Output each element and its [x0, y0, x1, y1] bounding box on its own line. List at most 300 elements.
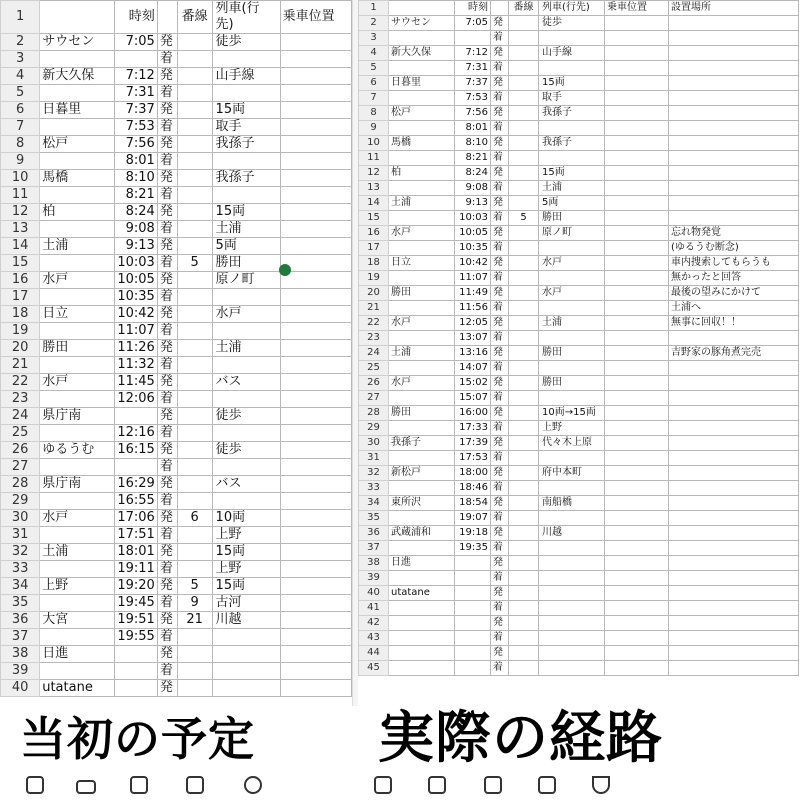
- train-cell[interactable]: 15両: [212, 544, 280, 561]
- train-cell[interactable]: 勝田: [539, 346, 605, 361]
- train-cell[interactable]: [212, 629, 280, 646]
- station-cell[interactable]: [40, 255, 115, 272]
- station-cell[interactable]: [389, 571, 455, 586]
- time-cell[interactable]: 19:51: [115, 612, 157, 629]
- station-cell[interactable]: [40, 561, 115, 578]
- time-cell[interactable]: 7:56: [455, 106, 491, 121]
- platform-cell[interactable]: [177, 289, 212, 306]
- boarding-position-cell[interactable]: [280, 527, 351, 544]
- platform-cell[interactable]: [509, 496, 539, 511]
- platform-cell[interactable]: [509, 391, 539, 406]
- platform-cell[interactable]: [509, 16, 539, 31]
- boarding-position-cell[interactable]: [605, 91, 669, 106]
- boarding-position-cell[interactable]: [280, 289, 351, 306]
- boarding-position-cell[interactable]: [605, 121, 669, 136]
- platform-cell[interactable]: [177, 51, 212, 68]
- time-cell[interactable]: 8:01: [115, 153, 157, 170]
- platform-cell[interactable]: [177, 238, 212, 255]
- arrive-depart-cell[interactable]: 発: [157, 238, 177, 255]
- station-cell[interactable]: [389, 421, 455, 436]
- arrive-depart-cell[interactable]: 着: [491, 121, 509, 136]
- arrive-depart-cell[interactable]: 発: [157, 408, 177, 425]
- time-cell[interactable]: 9:13: [115, 238, 157, 255]
- boarding-position-cell[interactable]: [605, 271, 669, 286]
- planned-route-sheet[interactable]: [0, 0, 352, 710]
- boarding-position-cell[interactable]: [280, 663, 351, 680]
- platform-cell[interactable]: [177, 170, 212, 187]
- time-cell[interactable]: [115, 408, 157, 425]
- boarding-position-cell[interactable]: [280, 510, 351, 527]
- location-note-cell[interactable]: (ゆるうむ断念): [669, 241, 799, 256]
- station-cell[interactable]: 水戸: [40, 374, 115, 391]
- station-cell[interactable]: [40, 221, 115, 238]
- station-cell[interactable]: [40, 289, 115, 306]
- arrive-depart-cell[interactable]: 着: [157, 255, 177, 272]
- boarding-position-cell[interactable]: [280, 476, 351, 493]
- arrive-depart-cell[interactable]: 発: [491, 586, 509, 601]
- time-cell[interactable]: 12:06: [115, 391, 157, 408]
- platform-cell[interactable]: [509, 136, 539, 151]
- location-note-cell[interactable]: [669, 481, 799, 496]
- arrive-depart-cell[interactable]: 発: [491, 286, 509, 301]
- train-cell[interactable]: [539, 481, 605, 496]
- arrive-depart-cell[interactable]: 着: [491, 391, 509, 406]
- arrive-depart-cell[interactable]: 着: [157, 663, 177, 680]
- time-cell[interactable]: 8:21: [455, 151, 491, 166]
- platform-cell[interactable]: [177, 272, 212, 289]
- station-cell[interactable]: 日立: [389, 256, 455, 271]
- train-cell[interactable]: 土浦: [539, 316, 605, 331]
- time-cell[interactable]: 9:08: [455, 181, 491, 196]
- train-cell[interactable]: [539, 391, 605, 406]
- time-cell[interactable]: 19:11: [115, 561, 157, 578]
- time-cell[interactable]: [455, 31, 491, 46]
- actual-route-sheet[interactable]: [358, 0, 800, 710]
- station-cell[interactable]: 我孫子: [389, 436, 455, 451]
- time-cell[interactable]: 7:05: [115, 34, 157, 51]
- arrive-depart-cell[interactable]: 着: [491, 631, 509, 646]
- train-cell[interactable]: 土浦: [539, 181, 605, 196]
- station-cell[interactable]: [40, 1, 115, 34]
- location-note-cell[interactable]: [669, 211, 799, 226]
- location-note-cell[interactable]: [669, 31, 799, 46]
- train-cell[interactable]: 代々木上原: [539, 436, 605, 451]
- arrive-depart-cell[interactable]: 発: [157, 340, 177, 357]
- platform-cell[interactable]: [177, 374, 212, 391]
- platform-cell[interactable]: 9: [177, 595, 212, 612]
- arrive-depart-cell[interactable]: 発: [491, 46, 509, 61]
- fill-handle[interactable]: [279, 264, 291, 276]
- location-note-cell[interactable]: 無かったと回答: [669, 271, 799, 286]
- time-cell[interactable]: 10:05: [455, 226, 491, 241]
- boarding-position-cell[interactable]: [280, 680, 351, 697]
- boarding-position-cell[interactable]: [280, 85, 351, 102]
- train-cell[interactable]: [212, 663, 280, 680]
- platform-cell[interactable]: [509, 406, 539, 421]
- time-cell[interactable]: 15:02: [455, 376, 491, 391]
- arrive-depart-cell[interactable]: 発: [157, 442, 177, 459]
- station-cell[interactable]: [389, 271, 455, 286]
- boarding-position-cell[interactable]: 乗車位置: [605, 1, 669, 16]
- boarding-position-cell[interactable]: [280, 187, 351, 204]
- arrive-depart-cell[interactable]: 着: [491, 61, 509, 76]
- train-cell[interactable]: [539, 631, 605, 646]
- train-cell[interactable]: [539, 361, 605, 376]
- location-note-cell[interactable]: [669, 376, 799, 391]
- time-cell[interactable]: 19:07: [455, 511, 491, 526]
- location-note-cell[interactable]: 無事に回収！！: [669, 316, 799, 331]
- location-note-cell[interactable]: [669, 421, 799, 436]
- train-cell[interactable]: [212, 391, 280, 408]
- boarding-position-cell[interactable]: [605, 241, 669, 256]
- location-note-cell[interactable]: [669, 136, 799, 151]
- location-note-cell[interactable]: 忘れ物発覚: [669, 226, 799, 241]
- arrive-depart-cell[interactable]: 着: [491, 661, 509, 676]
- arrive-depart-cell[interactable]: 着: [491, 271, 509, 286]
- station-cell[interactable]: 大宮: [40, 612, 115, 629]
- station-cell[interactable]: utatane: [40, 680, 115, 697]
- time-cell[interactable]: 8:10: [115, 170, 157, 187]
- station-cell[interactable]: 柏: [40, 204, 115, 221]
- platform-cell[interactable]: [509, 586, 539, 601]
- station-cell[interactable]: [40, 493, 115, 510]
- time-cell[interactable]: 7:53: [455, 91, 491, 106]
- arrive-depart-cell[interactable]: 着: [491, 31, 509, 46]
- time-cell[interactable]: [455, 646, 491, 661]
- time-cell[interactable]: [455, 631, 491, 646]
- train-cell[interactable]: 川越: [539, 526, 605, 541]
- train-cell[interactable]: 水戸: [539, 256, 605, 271]
- time-cell[interactable]: 16:29: [115, 476, 157, 493]
- time-cell[interactable]: 8:01: [455, 121, 491, 136]
- platform-cell[interactable]: [509, 271, 539, 286]
- station-cell[interactable]: 日立: [40, 306, 115, 323]
- arrive-depart-cell[interactable]: 発: [157, 374, 177, 391]
- location-note-cell[interactable]: 吉野家の豚角煮完売: [669, 346, 799, 361]
- station-cell[interactable]: [389, 361, 455, 376]
- platform-cell[interactable]: [509, 601, 539, 616]
- station-cell[interactable]: [389, 91, 455, 106]
- arrive-depart-cell[interactable]: 着: [157, 289, 177, 306]
- station-cell[interactable]: 水戸: [389, 226, 455, 241]
- copy-icon[interactable]: [26, 776, 44, 794]
- station-cell[interactable]: [389, 451, 455, 466]
- time-cell[interactable]: 16:55: [115, 493, 157, 510]
- time-cell[interactable]: 18:01: [115, 544, 157, 561]
- boarding-position-cell[interactable]: [605, 196, 669, 211]
- platform-cell[interactable]: [177, 323, 212, 340]
- train-cell[interactable]: [539, 331, 605, 346]
- arrive-depart-cell[interactable]: 発: [491, 316, 509, 331]
- boarding-position-cell[interactable]: [605, 646, 669, 661]
- station-cell[interactable]: 上野: [40, 578, 115, 595]
- boarding-position-cell[interactable]: [605, 166, 669, 181]
- boarding-position-cell[interactable]: [280, 170, 351, 187]
- train-cell[interactable]: [539, 571, 605, 586]
- train-cell[interactable]: [212, 187, 280, 204]
- boarding-position-cell[interactable]: [605, 211, 669, 226]
- station-cell[interactable]: 馬橋: [40, 170, 115, 187]
- boarding-position-cell[interactable]: [605, 571, 669, 586]
- train-cell[interactable]: [212, 51, 280, 68]
- arrive-depart-cell[interactable]: 発: [157, 136, 177, 153]
- location-note-cell[interactable]: [669, 556, 799, 571]
- boarding-position-cell[interactable]: [280, 646, 351, 663]
- arrive-depart-cell[interactable]: 着: [157, 153, 177, 170]
- location-note-cell[interactable]: [669, 541, 799, 556]
- boarding-position-cell[interactable]: [280, 544, 351, 561]
- station-cell[interactable]: ゆるうむ: [40, 442, 115, 459]
- arrive-depart-cell[interactable]: 発: [157, 510, 177, 527]
- train-cell[interactable]: 山手線: [212, 68, 280, 85]
- platform-cell[interactable]: 21: [177, 612, 212, 629]
- platform-cell[interactable]: [177, 102, 212, 119]
- train-cell[interactable]: 南船橋: [539, 496, 605, 511]
- station-cell[interactable]: [389, 151, 455, 166]
- arrive-depart-cell[interactable]: 着: [157, 561, 177, 578]
- arrive-depart-cell[interactable]: 発: [157, 544, 177, 561]
- arrive-depart-cell[interactable]: 着: [157, 51, 177, 68]
- train-cell[interactable]: [539, 646, 605, 661]
- boarding-position-cell[interactable]: [280, 323, 351, 340]
- platform-cell[interactable]: [509, 346, 539, 361]
- arrive-depart-cell[interactable]: 着: [491, 451, 509, 466]
- arrive-depart-cell[interactable]: 発: [157, 34, 177, 51]
- time-cell[interactable]: 7:31: [115, 85, 157, 102]
- share-icon[interactable]: [130, 776, 148, 794]
- boarding-position-cell[interactable]: [280, 612, 351, 629]
- train-cell[interactable]: [539, 61, 605, 76]
- train-cell[interactable]: [539, 241, 605, 256]
- arrive-depart-cell[interactable]: 発: [157, 578, 177, 595]
- train-cell[interactable]: 列車(行先): [212, 1, 280, 34]
- platform-cell[interactable]: [509, 181, 539, 196]
- time-cell[interactable]: 10:03: [115, 255, 157, 272]
- battery-icon[interactable]: [76, 780, 96, 794]
- boarding-position-cell[interactable]: [280, 51, 351, 68]
- arrive-depart-cell[interactable]: 着: [491, 241, 509, 256]
- arrive-depart-cell[interactable]: 着: [491, 331, 509, 346]
- time-cell[interactable]: 7:37: [455, 76, 491, 91]
- platform-cell[interactable]: [509, 631, 539, 646]
- platform-cell[interactable]: [509, 226, 539, 241]
- station-cell[interactable]: 新大久保: [40, 68, 115, 85]
- time-cell[interactable]: [455, 571, 491, 586]
- arrive-depart-cell[interactable]: 着: [157, 527, 177, 544]
- train-cell[interactable]: 上野: [212, 527, 280, 544]
- time-cell[interactable]: [115, 51, 157, 68]
- boarding-position-cell[interactable]: [605, 361, 669, 376]
- arrive-depart-cell[interactable]: 発: [157, 204, 177, 221]
- boarding-position-cell[interactable]: [605, 136, 669, 151]
- time-cell[interactable]: [455, 661, 491, 676]
- time-cell[interactable]: 16:15: [115, 442, 157, 459]
- train-cell[interactable]: 15両: [212, 102, 280, 119]
- station-cell[interactable]: [40, 153, 115, 170]
- train-cell[interactable]: [539, 616, 605, 631]
- time-cell[interactable]: 8:24: [115, 204, 157, 221]
- time-cell[interactable]: 8:24: [455, 166, 491, 181]
- train-cell[interactable]: [212, 493, 280, 510]
- location-note-cell[interactable]: [669, 631, 799, 646]
- boarding-position-cell[interactable]: [280, 459, 351, 476]
- station-cell[interactable]: [40, 425, 115, 442]
- platform-cell[interactable]: [177, 493, 212, 510]
- train-cell[interactable]: 5両: [212, 238, 280, 255]
- platform-cell[interactable]: [509, 571, 539, 586]
- boarding-position-cell[interactable]: [605, 181, 669, 196]
- location-note-cell[interactable]: [669, 106, 799, 121]
- station-cell[interactable]: [389, 301, 455, 316]
- boarding-position-cell[interactable]: [280, 272, 351, 289]
- platform-cell[interactable]: [177, 629, 212, 646]
- boarding-position-cell[interactable]: [605, 331, 669, 346]
- arrive-depart-cell[interactable]: 着: [491, 361, 509, 376]
- filter-icon[interactable]: [592, 776, 610, 794]
- platform-cell[interactable]: [509, 106, 539, 121]
- arrive-depart-cell[interactable]: 発: [157, 102, 177, 119]
- train-cell[interactable]: 徒歩: [212, 34, 280, 51]
- time-cell[interactable]: 8:10: [455, 136, 491, 151]
- boarding-position-cell[interactable]: [280, 153, 351, 170]
- station-cell[interactable]: 柏: [389, 166, 455, 181]
- platform-cell[interactable]: [177, 136, 212, 153]
- time-cell[interactable]: 13:16: [455, 346, 491, 361]
- station-cell[interactable]: [389, 1, 455, 16]
- platform-cell[interactable]: [509, 241, 539, 256]
- location-note-cell[interactable]: [669, 466, 799, 481]
- location-note-cell[interactable]: [669, 586, 799, 601]
- station-cell[interactable]: [40, 85, 115, 102]
- arrive-depart-cell[interactable]: 発: [491, 406, 509, 421]
- boarding-position-cell[interactable]: [280, 136, 351, 153]
- train-cell[interactable]: 土浦: [212, 221, 280, 238]
- station-cell[interactable]: [389, 481, 455, 496]
- platform-cell[interactable]: [509, 46, 539, 61]
- station-cell[interactable]: [389, 541, 455, 556]
- arrive-depart-cell[interactable]: 着: [491, 481, 509, 496]
- location-note-cell[interactable]: [669, 196, 799, 211]
- station-cell[interactable]: [40, 323, 115, 340]
- train-cell[interactable]: [539, 586, 605, 601]
- boarding-position-cell[interactable]: [280, 425, 351, 442]
- train-cell[interactable]: 府中本町: [539, 466, 605, 481]
- platform-cell[interactable]: [509, 76, 539, 91]
- location-note-cell[interactable]: [669, 571, 799, 586]
- train-cell[interactable]: 古河: [212, 595, 280, 612]
- location-note-cell[interactable]: [669, 181, 799, 196]
- train-cell[interactable]: 徒歩: [212, 442, 280, 459]
- train-cell[interactable]: 我孫子: [539, 136, 605, 151]
- search-icon[interactable]: [244, 776, 262, 794]
- platform-cell[interactable]: [177, 119, 212, 136]
- platform-cell[interactable]: [509, 166, 539, 181]
- platform-cell[interactable]: [177, 408, 212, 425]
- station-cell[interactable]: [389, 181, 455, 196]
- station-cell[interactable]: [40, 459, 115, 476]
- boarding-position-cell[interactable]: [605, 151, 669, 166]
- train-cell[interactable]: 徒歩: [212, 408, 280, 425]
- boarding-position-cell[interactable]: [605, 421, 669, 436]
- station-cell[interactable]: [40, 357, 115, 374]
- train-cell[interactable]: [539, 31, 605, 46]
- time-cell[interactable]: 15:07: [455, 391, 491, 406]
- platform-cell[interactable]: [177, 425, 212, 442]
- train-cell[interactable]: バス: [212, 374, 280, 391]
- arrive-depart-cell[interactable]: [157, 1, 177, 34]
- time-cell[interactable]: 19:20: [115, 578, 157, 595]
- platform-cell[interactable]: [177, 561, 212, 578]
- boarding-position-cell[interactable]: [605, 466, 669, 481]
- location-note-cell[interactable]: [669, 436, 799, 451]
- train-cell[interactable]: 原ノ町: [212, 272, 280, 289]
- station-cell[interactable]: 勝田: [40, 340, 115, 357]
- time-cell[interactable]: 11:07: [115, 323, 157, 340]
- train-cell[interactable]: [212, 153, 280, 170]
- station-cell[interactable]: 松戸: [40, 136, 115, 153]
- platform-cell[interactable]: [509, 361, 539, 376]
- platform-cell[interactable]: [177, 459, 212, 476]
- edit-icon[interactable]: [484, 776, 502, 794]
- platform-cell[interactable]: [177, 544, 212, 561]
- station-cell[interactable]: 東所沢: [389, 496, 455, 511]
- boarding-position-cell[interactable]: [605, 226, 669, 241]
- boarding-position-cell[interactable]: [280, 102, 351, 119]
- platform-cell[interactable]: [509, 451, 539, 466]
- boarding-position-cell[interactable]: [605, 436, 669, 451]
- boarding-position-cell[interactable]: [280, 68, 351, 85]
- platform-cell[interactable]: [177, 442, 212, 459]
- time-cell[interactable]: 17:33: [455, 421, 491, 436]
- time-cell[interactable]: 11:32: [115, 357, 157, 374]
- time-cell[interactable]: 7:05: [455, 16, 491, 31]
- train-cell[interactable]: 土浦: [212, 340, 280, 357]
- fill-color-icon[interactable]: [186, 776, 204, 794]
- station-cell[interactable]: サウセン: [389, 16, 455, 31]
- location-note-cell[interactable]: [669, 61, 799, 76]
- boarding-position-cell[interactable]: [605, 16, 669, 31]
- station-cell[interactable]: 水戸: [389, 316, 455, 331]
- arrive-depart-cell[interactable]: 着: [157, 119, 177, 136]
- arrive-depart-cell[interactable]: 発: [491, 496, 509, 511]
- platform-cell[interactable]: [509, 541, 539, 556]
- location-note-cell[interactable]: [669, 91, 799, 106]
- arrive-depart-cell[interactable]: 発: [157, 680, 177, 697]
- boarding-position-cell[interactable]: [605, 556, 669, 571]
- platform-cell[interactable]: [509, 301, 539, 316]
- station-cell[interactable]: [389, 601, 455, 616]
- platform-cell[interactable]: 5: [177, 255, 212, 272]
- platform-cell[interactable]: [509, 661, 539, 676]
- location-note-cell[interactable]: [669, 16, 799, 31]
- arrive-depart-cell[interactable]: 着: [491, 601, 509, 616]
- train-cell[interactable]: 勝田: [212, 255, 280, 272]
- time-cell[interactable]: 時刻: [115, 1, 157, 34]
- platform-cell[interactable]: [509, 421, 539, 436]
- boarding-position-cell[interactable]: [605, 76, 669, 91]
- platform-cell[interactable]: [177, 306, 212, 323]
- arrive-depart-cell[interactable]: 発: [157, 306, 177, 323]
- station-cell[interactable]: 武蔵浦和: [389, 526, 455, 541]
- station-cell[interactable]: [40, 527, 115, 544]
- time-cell[interactable]: 7:53: [115, 119, 157, 136]
- platform-cell[interactable]: [177, 476, 212, 493]
- train-cell[interactable]: [539, 121, 605, 136]
- platform-cell[interactable]: 5: [509, 211, 539, 226]
- boarding-position-cell[interactable]: [605, 451, 669, 466]
- platform-cell[interactable]: 番線: [177, 1, 212, 34]
- boarding-position-cell[interactable]: [605, 61, 669, 76]
